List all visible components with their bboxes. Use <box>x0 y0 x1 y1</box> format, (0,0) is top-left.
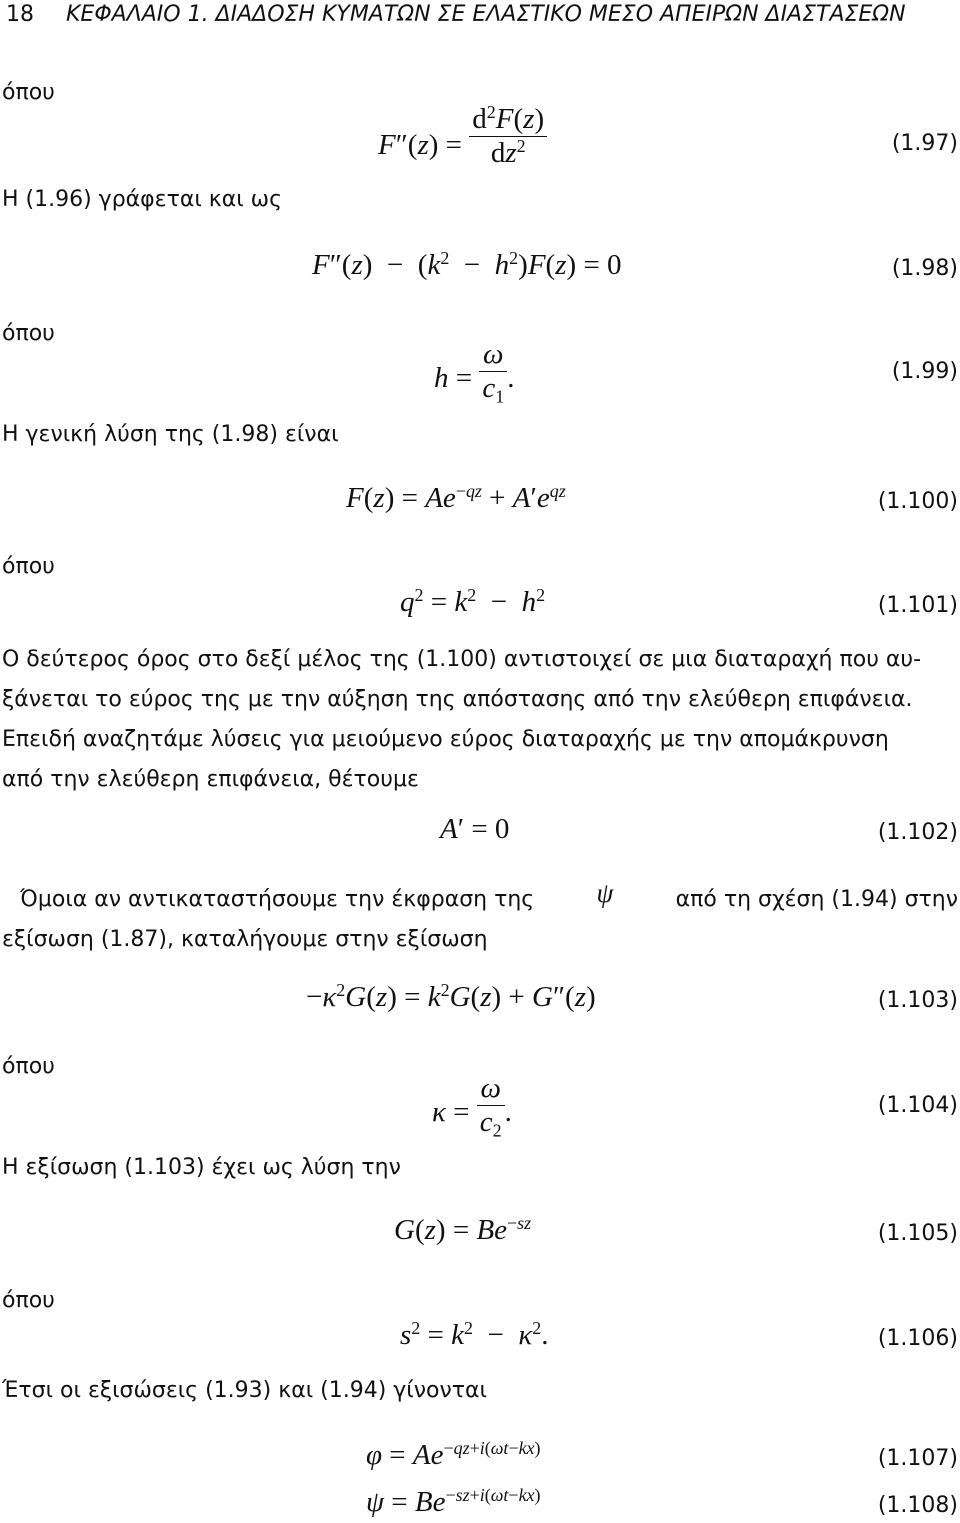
equation-1-103: $-\kappa^2G(z) = k^2G(z) + G''(z)$ <box>306 980 596 1013</box>
paragraph-1-line-1: Ο δεύτερος όρος στο δεξί μέλος της (1.100) αντιστοιχεί σε μια διαταραχή που αυ- <box>2 647 922 672</box>
equation-number-1-97: (1.97) <box>891 131 958 156</box>
paragraph-2-line-1-part-b: από τη σχέση (1.94) στην <box>675 887 958 912</box>
paragraph-1-line-2: ξάνεται το εύρος της με την αύξηση της απόστασης από την ελεύθερη επιφάνεια. <box>2 687 913 712</box>
equation-1-102: A′ = 0 <box>440 813 510 845</box>
equation-number-1-99: (1.99) <box>891 359 958 384</box>
text-eq103-solution: Η εξίσωση (1.103) έχει ως λύση την <box>2 1155 401 1180</box>
equation-number-1-105: (1.105) <box>877 1221 958 1246</box>
text-opou-5: όπου <box>2 1288 55 1313</box>
paragraph-1 <box>2 640 958 800</box>
equation-1-106: $s^2 = k^2 - \kappa^2$. <box>400 1318 549 1351</box>
equation-number-1-107: (1.107) <box>877 1446 958 1471</box>
text-opou-4: όπου <box>2 1054 55 1079</box>
equation-1-101: $q^2 = k^2 - h^2$ <box>400 585 546 618</box>
equation-number-1-98: (1.98) <box>891 256 958 281</box>
equation-1-105: $G(z) = Be^{-sz}$ <box>394 1213 532 1246</box>
equation-number-1-100: (1.100) <box>877 489 958 514</box>
paragraph-2-line-1-part-a: Όμοια αν αντικαταστήσουμε την έκφραση της <box>20 887 535 912</box>
psi-symbol: ψ <box>596 878 614 908</box>
equation-1-107: $\varphi = Ae^{-qz+i(\omega t-kx)}$ <box>366 1438 541 1471</box>
equation-1-98: $F''(z) - (k^2 - h^2)F(z) = 0$ <box>312 248 622 281</box>
text-general-solution: Η γενική λύση της (1.98) είναι <box>2 422 339 447</box>
paragraph-2 <box>2 880 958 960</box>
equation-number-1-104: (1.104) <box>877 1093 958 1118</box>
text-opou-3: όπου <box>2 554 55 579</box>
text-h-196: Η (1.96) γράφεται και ως <box>2 187 282 212</box>
equation-number-1-101: (1.101) <box>877 593 958 618</box>
text-opou-1: όπου <box>2 80 55 105</box>
paragraph-1-line-3: Επειδή αναζητάμε λύσεις για μειούμενο εύρος διαταραχής με την απομάκρυνση <box>2 727 889 752</box>
equation-number-1-106: (1.106) <box>877 1326 958 1351</box>
equation-1-104: κ = $\frac{\omega}{c_2}$ . <box>432 1072 512 1141</box>
text-final-intro: Έτσι οι εξισώσεις (1.93) και (1.94) γίνονται <box>2 1378 487 1403</box>
text-opou-2: όπου <box>2 321 55 346</box>
paragraph-2-line-2: εξίσωση (1.87), καταλήγουμε στην εξίσωση <box>2 927 488 952</box>
equation-1-100: $F(z) = Ae^{-qz} + A'e^{qz}$ <box>346 481 566 514</box>
equation-1-99: h = $\frac{\omega}{c_1}$ . <box>434 338 515 407</box>
equation-1-97: F″(z) = $\frac{d^2F(z)}{dz^2}$ <box>378 105 547 168</box>
equation-number-1-102: (1.102) <box>877 820 958 845</box>
equation-1-108: $\psi = Be^{-sz+i(\omega t-kx)}$ <box>366 1485 541 1518</box>
equation-number-1-103: (1.103) <box>877 988 958 1013</box>
page-number: 18 <box>6 2 34 27</box>
equation-number-1-108: (1.108) <box>877 1493 958 1518</box>
chapter-title: ΚΕΦΑΛΑΙΟ 1. ΔΙΑΔΟΣΗ ΚΥΜΑΤΩΝ ΣΕ ΕΛΑΣΤΙΚΟ ΜΕΣΟ ΑΠΕΙΡΩΝ ΔΙΑΣΤΑΣΕΩΝ <box>66 2 906 27</box>
paragraph-1-line-4: από την ελεύθερη επιφάνεια, θέτουμε <box>2 767 419 792</box>
